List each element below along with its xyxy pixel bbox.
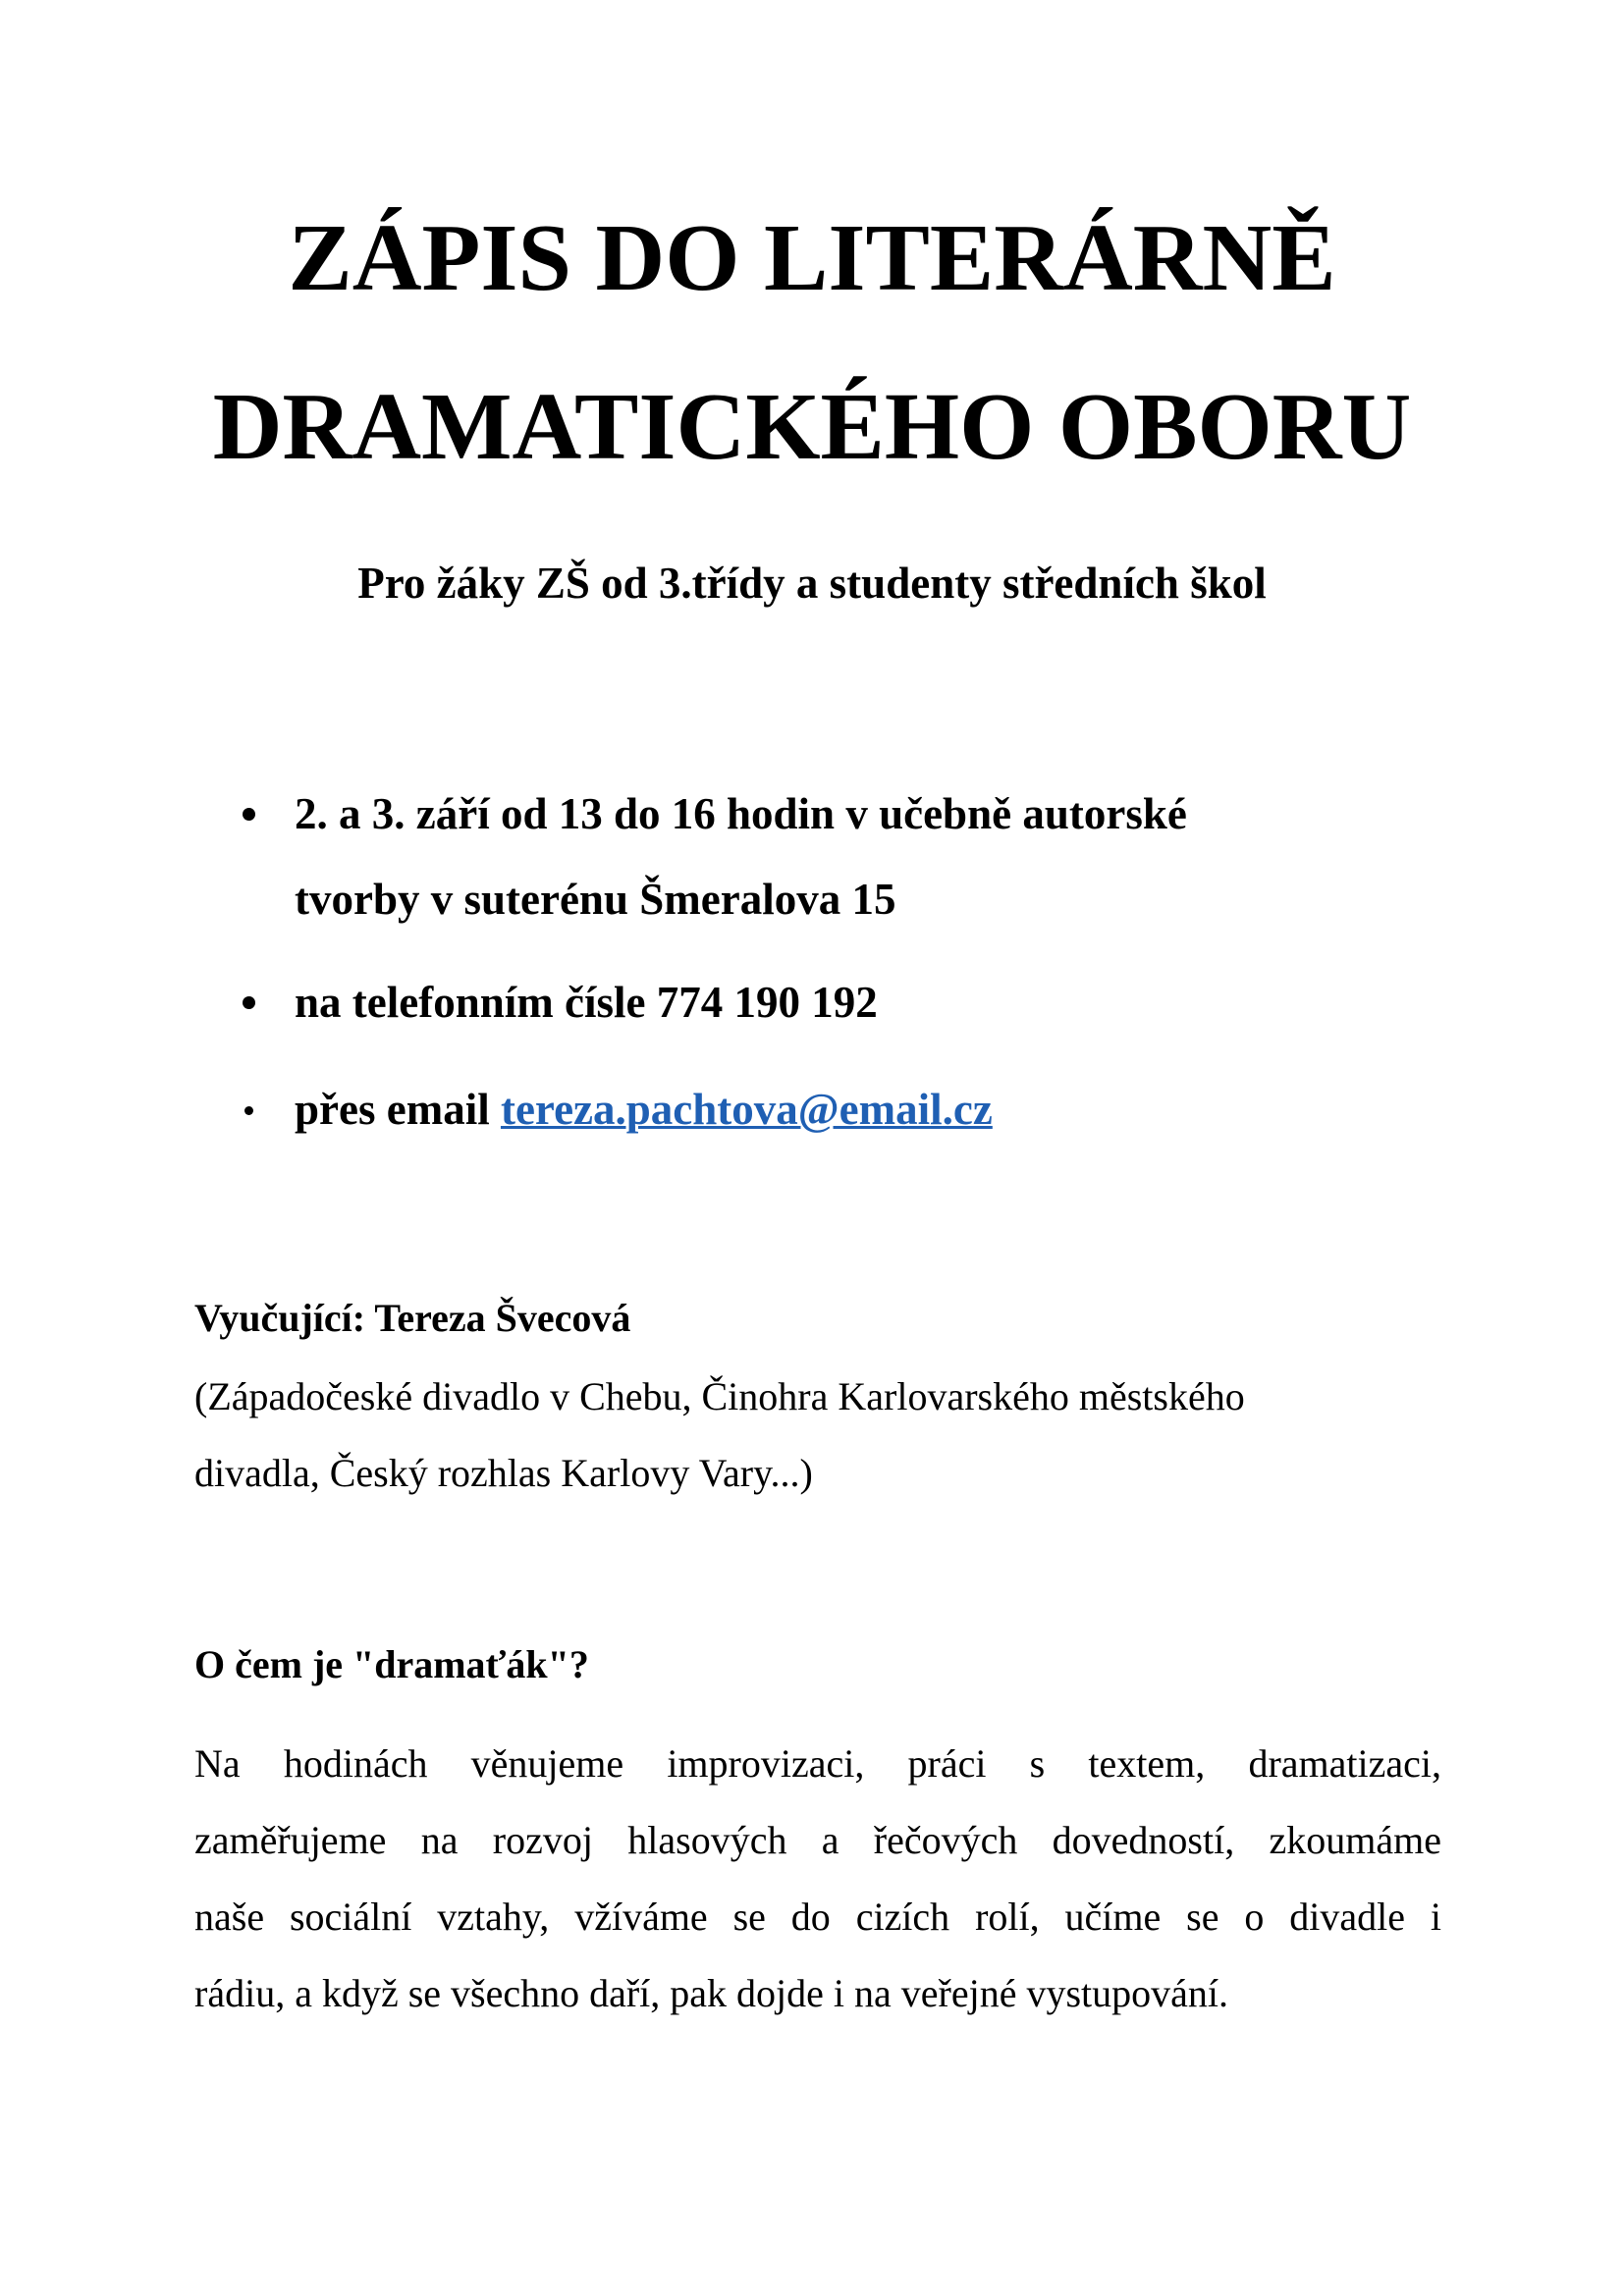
email-link[interactable]: tereza.pachtova@email.cz bbox=[500, 1085, 993, 1134]
title-line-2: DRAMATICKÉHO OBORU bbox=[212, 374, 1412, 480]
bullet-icon bbox=[243, 808, 255, 821]
teacher-bio-line-2: divadla, Český rozhlas Karlovy Vary...) bbox=[194, 1451, 813, 1495]
title-line-1: ZÁPIS DO LITERÁRNĚ bbox=[288, 205, 1336, 311]
description-line-4: rádiu, a když se všechno daří, pak dojde i na veřejné vystupování. bbox=[194, 1971, 1229, 2015]
bullet-icon bbox=[244, 1106, 253, 1115]
description-line-3: naše sociální vztahy, vžíváme se do cizích rolí, učíme se o divadle i bbox=[194, 1895, 1441, 1939]
list-item-location-line-1: 2. a 3. září od 13 do 16 hodin v učebně autorské bbox=[295, 789, 1187, 838]
list-item-email-prefix: přes email bbox=[295, 1085, 501, 1134]
description-paragraph bbox=[194, 1726, 1441, 2032]
list-item-email bbox=[295, 1067, 1375, 1152]
section-heading-about: O čem je "dramaťák"? bbox=[194, 1642, 589, 1686]
subtitle: Pro žáky ZŠ od 3.třídy a studenty středních škol bbox=[357, 559, 1267, 608]
description-line-2: zaměřujeme na rozvoj hlasových a řečových dovedností, zkoumáme bbox=[194, 1818, 1441, 1862]
teacher-label: Vyučující: Tereza Švecová bbox=[194, 1296, 631, 1340]
list-item-location bbox=[295, 772, 1375, 942]
list-item-location-line-2: tvorby v suterénu Šmeralova 15 bbox=[295, 875, 896, 924]
list-item-phone bbox=[295, 960, 1375, 1045]
description-line-1: Na hodinách věnujeme improvizaci, práci s textem, dramatizaci, bbox=[194, 1741, 1441, 1786]
bullet-icon bbox=[243, 996, 255, 1009]
list-item-phone-text: na telefonním čísle 774 190 192 bbox=[295, 978, 878, 1027]
teacher-bio bbox=[194, 1359, 1441, 1512]
teacher-bio-line-1: (Západočeské divadlo v Chebu, Činohra Karlovarského městského bbox=[194, 1374, 1245, 1418]
